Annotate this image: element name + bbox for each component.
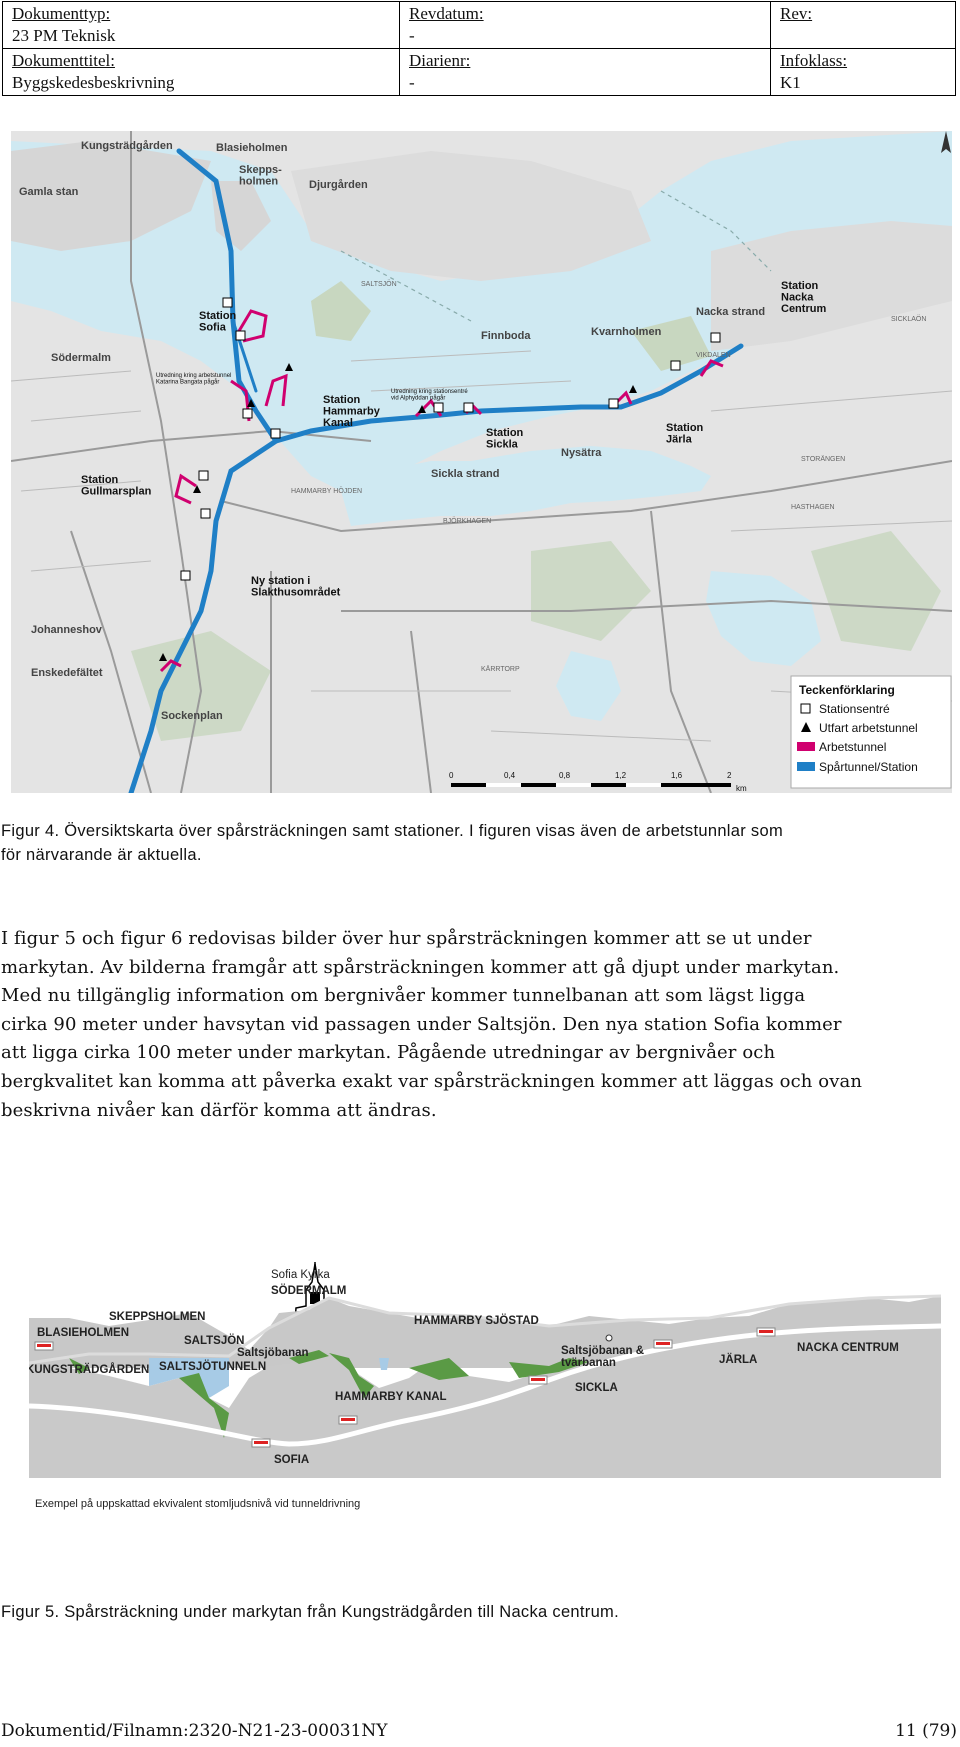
legend-track-swatch bbox=[797, 762, 815, 771]
figure4-caption bbox=[1, 819, 783, 867]
scale-tick-5: 2 bbox=[727, 771, 732, 780]
map-station-gullmarsplan: Station Gullmarsplan bbox=[81, 474, 152, 498]
map-station-jarla: Station Järla bbox=[666, 422, 704, 446]
diary-cell bbox=[400, 49, 771, 96]
map-station-gullmarsplan-line: Gullmarsplan bbox=[81, 485, 152, 498]
profile-label-blasieholmen: BLASIEHOLMEN bbox=[37, 1327, 129, 1339]
figure4-caption-line2: för närvarande är aktuella. bbox=[1, 846, 202, 864]
map-label-kvarnholmen: Kvarnholmen bbox=[591, 326, 662, 338]
map-label-sodermalm: Södermalm bbox=[51, 352, 111, 364]
profile-label-saltsjon: SALTSJÖN bbox=[184, 1335, 245, 1347]
profile-label-saltsjotunneln: SALTSJÖTUNNELN bbox=[159, 1361, 267, 1373]
map-label-kungstradgarden: Kungsträdgården bbox=[81, 140, 173, 152]
map-label-nacka-strand: Nacka strand bbox=[696, 306, 766, 318]
scale-tick-0: 0 bbox=[449, 771, 454, 780]
profile-label-hammarby-kanal: HAMMARBY KANAL bbox=[335, 1391, 447, 1403]
track-profile-figure bbox=[29, 1258, 941, 1558]
footer-doc-id: Dokumentid/Filnamn:2320-N21-23-00031NY bbox=[1, 1721, 388, 1741]
scale-tick-1: 0,4 bbox=[504, 771, 516, 780]
profile-label-nacka-centrum: NACKA CENTRUM bbox=[797, 1342, 899, 1354]
profile-label-skeppsholmen: SKEPPSHOLMEN bbox=[109, 1311, 206, 1323]
doc-type-label: Dokumenttyp: bbox=[12, 4, 111, 23]
map-label-finnboda: Finnboda bbox=[481, 330, 531, 342]
rev-date-cell bbox=[400, 2, 771, 49]
profile-label-hammarby-sjostad: HAMMARBY SJÖSTAD bbox=[414, 1315, 539, 1327]
rev-date-label: Revdatum: bbox=[409, 4, 484, 23]
map-note-katarina-line: Katarina Bangata pågår bbox=[156, 379, 220, 386]
profile-label-saltsjobanan-tvarbanan: Saltsjöbanan & tvärbanan bbox=[561, 1345, 645, 1370]
profile-label-jarla: JÄRLA bbox=[719, 1354, 758, 1366]
footer-page-number: 11 (79) bbox=[895, 1721, 957, 1741]
map-label-blasieholmen: Blasieholmen bbox=[216, 142, 288, 154]
profile-label-sodermalm: SÖDERMALM bbox=[271, 1285, 347, 1297]
map-label-enskedefaltet: Enskedefältet bbox=[31, 667, 103, 679]
map-label-johanneshov: Johanneshov bbox=[31, 624, 102, 636]
doc-title-value: Byggskedesbeskrivning bbox=[12, 73, 175, 92]
body-line-2: markytan. Av bilderna framgår att spårsträckningen kommer att gå djupt under markytan. bbox=[1, 956, 840, 978]
map-station-sickla-line: Sickla bbox=[486, 438, 518, 451]
map-station-hammarby-kanal-line: Kanal bbox=[323, 417, 353, 430]
map-label-hammarby-hojden: HAMMARBY HÖJDEN bbox=[291, 488, 363, 495]
map-label-sockenplan: Sockenplan bbox=[161, 710, 223, 722]
body-line-3: Med nu tillgänglig information om bergnivåer kommer tunnelbanan att som lägst ligga bbox=[1, 985, 806, 1007]
map-station-sofia-line: Sofia bbox=[199, 321, 226, 334]
rev-cell bbox=[771, 2, 956, 49]
map-label-vikdalen: VIKDALEN bbox=[696, 352, 731, 359]
map-label-saltsjon: SALTSJÖN bbox=[361, 281, 397, 288]
document-header-table bbox=[2, 1, 956, 96]
map-station-slakthusomradet: Ny station i Slakthusområdet bbox=[251, 575, 341, 599]
scale-tick-3: 1,2 bbox=[615, 771, 627, 780]
body-line-6: bergkvalitet kan komma att påverka exakt var spårsträckningen kommer att läggas och ovan bbox=[1, 1070, 863, 1092]
map-label-hasthagen: HASTHAGEN bbox=[791, 504, 835, 511]
scale-unit: km bbox=[736, 784, 747, 793]
map-station-nacka-centrum-line: Nacka bbox=[781, 291, 814, 304]
infoclass-cell bbox=[771, 49, 956, 96]
map-label-nysatra: Nysätra bbox=[561, 447, 602, 459]
scale-tick-4: 1,6 bbox=[671, 771, 683, 780]
body-line-1: I figur 5 och figur 6 redovisas bilder över hur spårsträckningen kommer att se ut under bbox=[1, 928, 812, 949]
body-line-5: att ligga cirka 100 meter under markytan. Pågående utredningar av bergnivåer och bbox=[1, 1042, 776, 1064]
legend-entrance-swatch bbox=[801, 704, 810, 713]
rev-date-value: - bbox=[409, 26, 415, 45]
doc-type-cell bbox=[3, 2, 400, 49]
profile-footnote: Exempel på uppskattad ekvivalent stomljudsnivå vid tunneldrivning bbox=[35, 1498, 361, 1510]
figure4-caption-line1: Figur 4. Översiktskarta över spårsträckningen samt stationer. I figuren visas även de arbetstunnlar som bbox=[1, 822, 783, 840]
map-station-nacka-centrum: Station Nacka Centrum bbox=[781, 280, 827, 316]
map-legend bbox=[791, 676, 951, 788]
rev-label: Rev: bbox=[780, 4, 813, 23]
map-station-slakthusomradet-line: Slakthusområdet bbox=[251, 586, 341, 599]
profile-label-sickla: SICKLA bbox=[575, 1382, 618, 1394]
route-overview-map bbox=[11, 131, 952, 793]
map-station-hammarby-kanal-line: Hammarby bbox=[323, 405, 380, 418]
infoclass-value: K1 bbox=[780, 73, 801, 92]
map-label-bjorkhagen: BJÖRKHAGEN bbox=[443, 518, 492, 525]
legend-worktunnel-swatch bbox=[797, 742, 815, 751]
map-station-nacka-centrum-line: Centrum bbox=[781, 303, 827, 316]
map-label-skeppsholmen-line: holmen bbox=[239, 175, 279, 188]
infoclass-label: Infoklass: bbox=[780, 51, 848, 70]
legend-item-track: Spårtunnel/Station bbox=[819, 760, 918, 774]
legend-item-worktunnel: Arbetstunnel bbox=[819, 740, 887, 754]
body-line-4: cirka 90 meter under havsytan vid passagen under Saltsjön. Den nya station Sofia kommer bbox=[1, 1013, 842, 1035]
map-station-sofia: Station Sofia bbox=[199, 310, 237, 334]
map-note-alphyddan-line: vid Alphyddan pågår bbox=[391, 395, 446, 402]
figure5-caption: Figur 5. Spårsträckning under markytan från Kungsträdgården till Nacka centrum. bbox=[1, 1603, 619, 1621]
diary-label: Diarienr: bbox=[409, 51, 471, 70]
profile-label-sofia-kyrka: Sofia Kyrka bbox=[271, 1269, 330, 1281]
map-label-sicklaon: SICKLAÖN bbox=[891, 316, 927, 323]
map-station-jarla-line: Järla bbox=[666, 433, 692, 446]
map-label-storangen: STORÄNGEN bbox=[801, 456, 846, 463]
profile-label-saltsjobanan: Saltsjöbanan bbox=[237, 1347, 309, 1359]
map-label-sickla-strand: Sickla strand bbox=[431, 468, 500, 480]
profile-label-sofia: SOFIA bbox=[274, 1454, 310, 1466]
body-line-7: beskrivna nivåer kan därför komma att ändras. bbox=[1, 1099, 437, 1121]
diary-value: - bbox=[409, 73, 415, 92]
legend-item-exit: Utfart arbetstunnel bbox=[819, 721, 918, 735]
legend-title: Teckenförklaring bbox=[799, 683, 895, 697]
map-label-gamla-stan: Gamla stan bbox=[19, 186, 79, 198]
scale-tick-2: 0,8 bbox=[559, 771, 571, 780]
doc-title-cell bbox=[3, 49, 400, 96]
map-station-hammarby-kanal: Station Hammarby Kanal bbox=[323, 394, 380, 430]
map-label-skeppsholmen: Skepps-holmen bbox=[239, 164, 282, 188]
legend-item-entrance: Stationsentré bbox=[819, 702, 890, 716]
map-station-sickla: Station Sickla bbox=[486, 427, 524, 451]
map-note-katarina: Utredning kring arbetstunnel Katarina Bangata pågår bbox=[156, 373, 232, 386]
profile-label-saltsjobanan-tvarbanan-line: tvärbanan bbox=[561, 1357, 616, 1370]
body-paragraph bbox=[1, 925, 957, 1125]
map-note-alphyddan: Utredning kring stationsentré vid Alphyddan pågår bbox=[391, 389, 468, 402]
profile-label-kungstradgarden: KUNGSTRÄDGÅRDEN bbox=[29, 1364, 150, 1376]
doc-type-value: 23 PM Teknisk bbox=[12, 26, 116, 45]
doc-title-label: Dokumenttitel: bbox=[12, 51, 115, 70]
map-label-karrtorp: KÄRRTORP bbox=[481, 666, 520, 673]
map-label-djurgarden: Djurgården bbox=[309, 179, 368, 191]
page-footer bbox=[1, 1721, 957, 1741]
